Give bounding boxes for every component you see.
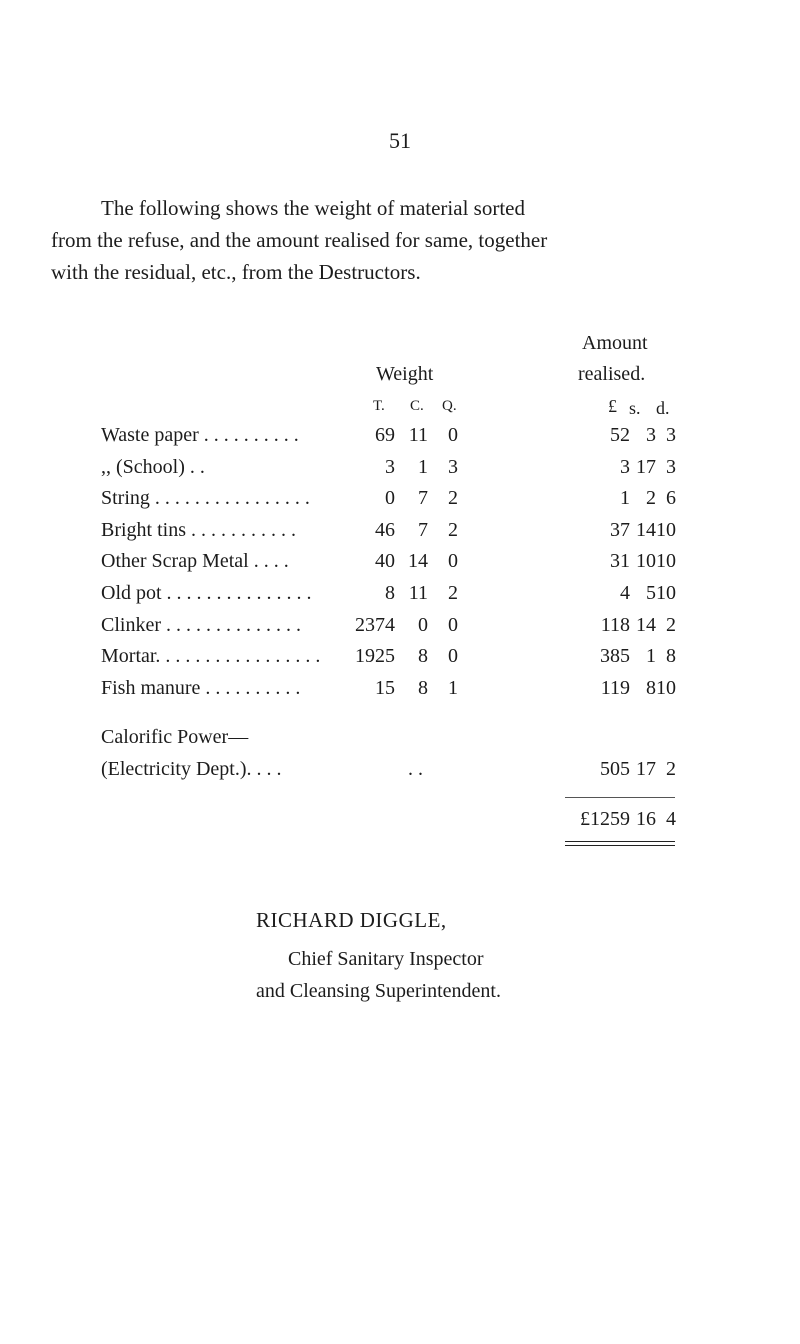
signatory-name: RICHARD DIGGLE, bbox=[256, 908, 447, 932]
weight-cwt: 7 bbox=[418, 487, 428, 510]
weight-tons: 1925 bbox=[355, 645, 395, 668]
total-double-rule bbox=[565, 845, 675, 846]
table-row bbox=[0, 677, 800, 707]
unit-tons: T. bbox=[373, 398, 385, 414]
amount-pence: 6 bbox=[666, 487, 676, 510]
table-row bbox=[0, 582, 800, 612]
amount-pounds: 385 bbox=[600, 645, 630, 668]
weight-quarters: 0 bbox=[448, 424, 458, 446]
subtotal-rule bbox=[565, 797, 675, 798]
row-label: Clinker . . . . . . . . . . . . . . bbox=[101, 613, 301, 636]
weight-tons: 15 bbox=[375, 676, 395, 699]
weight-quarters: 0 bbox=[448, 645, 458, 668]
amount-header-2: realised. bbox=[578, 363, 646, 385]
amount-header-1: Amount bbox=[582, 332, 648, 354]
total-pence: 4 bbox=[666, 808, 676, 830]
amount-pence: 10 bbox=[656, 582, 676, 604]
amount-pounds: 505 bbox=[600, 758, 630, 780]
amount-pounds: 4 bbox=[620, 582, 630, 604]
row-label: Other Scrap Metal . . . . bbox=[101, 550, 289, 573]
amount-pence: 10 bbox=[656, 550, 676, 573]
amount-pounds: 118 bbox=[600, 613, 630, 636]
table-row bbox=[0, 645, 800, 675]
row-label: (Electricity Dept.). . . . bbox=[101, 758, 282, 780]
intro-line: with the residual, etc., from the Destructors. bbox=[51, 260, 421, 284]
amount-shillings: 17 bbox=[636, 455, 656, 478]
amount-pence: 3 bbox=[666, 455, 676, 478]
amount-shillings: 17 bbox=[636, 758, 656, 780]
weight-quarters: 2 bbox=[448, 487, 458, 510]
table-row bbox=[0, 487, 800, 517]
table-row bbox=[0, 424, 800, 454]
table-row bbox=[0, 726, 800, 756]
row-label: Waste paper . . . . . . . . . . bbox=[101, 424, 299, 446]
row-label: Calorific Power— bbox=[101, 726, 249, 748]
amount-pounds: 1 bbox=[620, 487, 630, 510]
weight-cwt: 8 bbox=[418, 645, 428, 668]
amount-pounds: 3 bbox=[620, 455, 630, 478]
total-row bbox=[0, 808, 800, 838]
weight-tons: 3 bbox=[385, 455, 395, 478]
weight-cwt: 8 bbox=[418, 676, 428, 699]
amount-pounds: 119 bbox=[600, 676, 630, 699]
weight-header: Weight bbox=[376, 363, 434, 385]
intro-line: from the refuse, and the amount realised for same, together bbox=[51, 228, 548, 252]
row-label: ,, (School) . . bbox=[101, 455, 205, 478]
signatory-title: and Cleansing Superintendent. bbox=[256, 980, 501, 1002]
weight-cwt: 11 bbox=[408, 582, 428, 604]
unit-cwt: C. bbox=[410, 398, 424, 414]
amount-shillings: 14 bbox=[636, 518, 656, 541]
row-label: String . . . . . . . . . . . . . . . . bbox=[101, 487, 310, 510]
amount-pence: 10 bbox=[656, 676, 676, 699]
weight-empty: . . bbox=[408, 758, 423, 780]
unit-shillings: s. bbox=[629, 398, 641, 418]
amount-shillings: 8 bbox=[646, 676, 656, 699]
weight-tons: 0 bbox=[385, 487, 395, 510]
weight-quarters: 2 bbox=[448, 518, 458, 541]
row-label: Fish manure . . . . . . . . . . bbox=[101, 676, 301, 699]
amount-pounds: 52 bbox=[610, 424, 630, 446]
weight-quarters: 1 bbox=[448, 676, 458, 699]
weight-quarters: 3 bbox=[448, 455, 458, 478]
unit-quarters: Q. bbox=[442, 398, 457, 414]
weight-tons: 46 bbox=[375, 518, 395, 541]
weight-quarters: 0 bbox=[448, 550, 458, 573]
weight-quarters: 0 bbox=[448, 613, 458, 636]
amount-pence: 3 bbox=[666, 424, 676, 446]
table-row bbox=[0, 758, 800, 788]
page-number: 51 bbox=[389, 128, 411, 153]
weight-cwt: 1 bbox=[418, 455, 428, 478]
amount-shillings: 14 bbox=[636, 613, 656, 636]
total-pounds: £1259 bbox=[580, 808, 630, 830]
row-label: Bright tins . . . . . . . . . . . bbox=[101, 518, 297, 541]
weight-cwt: 0 bbox=[418, 613, 428, 636]
row-label: Old pot . . . . . . . . . . . . . . . bbox=[101, 582, 312, 604]
weight-tons: 2374 bbox=[355, 613, 395, 636]
unit-pounds: £ bbox=[608, 396, 617, 416]
signatory-title: Chief Sanitary Inspector bbox=[288, 948, 484, 970]
weight-tons: 69 bbox=[375, 424, 395, 446]
amount-shillings: 10 bbox=[636, 550, 656, 573]
intro-paragraph bbox=[51, 192, 661, 288]
table-row bbox=[0, 550, 800, 580]
weight-quarters: 2 bbox=[448, 582, 458, 604]
amount-pounds: 37 bbox=[610, 518, 630, 541]
table-row bbox=[0, 519, 800, 549]
intro-line: The following shows the weight of material sorted bbox=[101, 196, 525, 220]
total-double-rule bbox=[565, 841, 675, 842]
amount-shillings: 1 bbox=[646, 645, 656, 668]
weight-tons: 40 bbox=[375, 550, 395, 573]
amount-shillings: 3 bbox=[646, 424, 656, 446]
amount-shillings: 5 bbox=[646, 582, 656, 604]
amount-pounds: 31 bbox=[610, 550, 630, 573]
table-row bbox=[0, 456, 800, 486]
unit-pence: d. bbox=[656, 398, 670, 418]
amount-pence: 10 bbox=[656, 518, 676, 541]
amount-pence: 2 bbox=[666, 613, 676, 636]
weight-cwt: 7 bbox=[418, 518, 428, 541]
total-shillings: 16 bbox=[636, 808, 656, 830]
amount-shillings: 2 bbox=[646, 487, 656, 510]
weight-cwt: 14 bbox=[408, 550, 428, 573]
amount-pence: 8 bbox=[666, 645, 676, 668]
weight-cwt: 11 bbox=[408, 424, 428, 446]
weight-tons: 8 bbox=[385, 582, 395, 604]
row-label: Mortar. . . . . . . . . . . . . . . . . bbox=[101, 645, 321, 668]
table-row bbox=[0, 614, 800, 644]
amount-pence: 2 bbox=[666, 758, 676, 780]
